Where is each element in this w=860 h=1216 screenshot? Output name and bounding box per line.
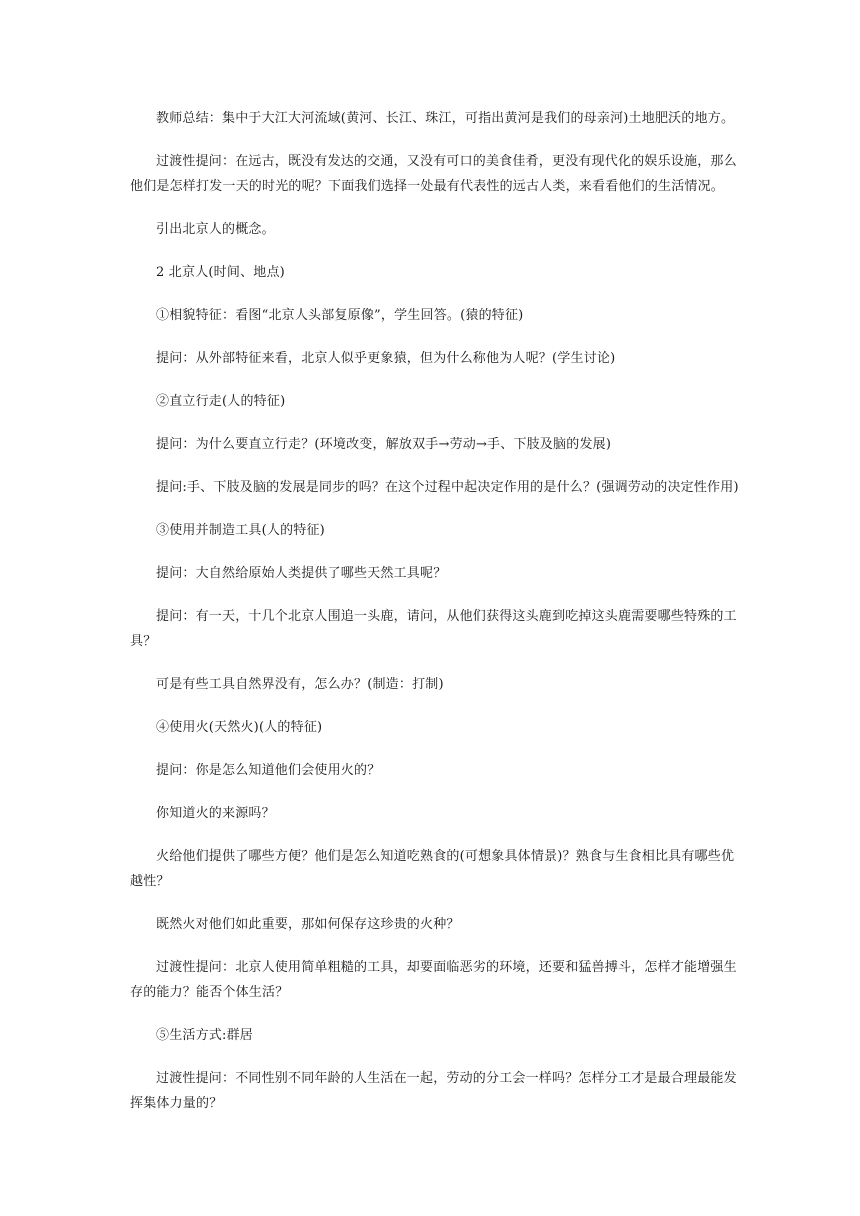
paragraph-question-development: 提问:手、下肢及脑的发展是同步的吗？在这个过程中起决定作用的是什么？(强调劳动的决定性作用) [156,480,739,495]
paragraph-question-fire-use: 提问：你是怎么知道他们会使用火的？ [156,763,381,778]
paragraph-question-why-human: 提问：从外部特征来看，北京人似乎更象猿，但为什么称他为人呢？(学生讨论) [156,351,616,366]
paragraph-making-tools: 可是有些工具自然界没有，怎么办？(制造：打制) [156,677,444,692]
paragraph-transition-question-3: 过渡性提问：不同性别不同年龄的人生活在一起，劳动的分工会一样吗？怎样分工才是最合理最能发挥集体力量的？ [130,1071,737,1111]
paragraph-fire-source: 你知道火的来源吗？ [156,806,275,821]
paragraph-question-natural-tools: 提问：大自然给原始人类提供了哪些天然工具呢？ [156,566,447,581]
paragraph-question-upright: 提问：为什么要直立行走？(环境改变，解放双手→劳动→手、下肢及脑的发展) [156,437,612,452]
paragraph-fire-preservation: 既然火对他们如此重要，那如何保存这珍贵的火种？ [156,917,460,932]
paragraph-intro-concept: 引出北京人的概念。 [156,222,275,237]
paragraph-upright-walking: ②直立行走(人的特征) [156,394,286,409]
paragraph-fire-benefits: 火给他们提供了哪些方便？他们是怎么知道吃熟食的(可想象具体情景)？熟食与生食相比具有哪些优越性？ [130,849,735,889]
paragraph-transition-question-1: 过渡性提问：在远古，既没有发达的交通，又没有可口的美食佳肴，更没有现代化的娱乐设施，那么他们是怎样打发一天的时光的呢？下面我们选择一处最有代表性的远古人类，来看看他们的生活情况。 [130,154,737,194]
paragraph-section-heading: 2 北京人(时间、地点) [156,265,285,280]
paragraph-question-deer: 提问：有一天，十几个北京人围追一头鹿，请问，从他们获得这头鹿到吃掉这头鹿需要哪些特殊的工具？ [130,609,737,649]
paragraph-transition-question-2: 过渡性提问：北京人使用简单粗糙的工具，却要面临恶劣的环境，还要和猛兽搏斗，怎样才能增强生存的能力？能否个体生活？ [130,960,737,1000]
paragraph-fire: ④使用火(天然火)(人的特征) [156,720,323,735]
paragraph-lifestyle: ⑤生活方式:群居 [156,1028,253,1043]
paragraph-teacher-summary: 教师总结：集中于大江大河流域(黄河、长江、珠江，可指出黄河是我们的母亲河)土地肥沃的地方。 [156,111,735,126]
paragraph-appearance: ①相貌特征：看图“北京人头部复原像”，学生回答。(猿的特征) [156,308,524,323]
paragraph-tools: ③使用并制造工具(人的特征) [156,523,325,538]
